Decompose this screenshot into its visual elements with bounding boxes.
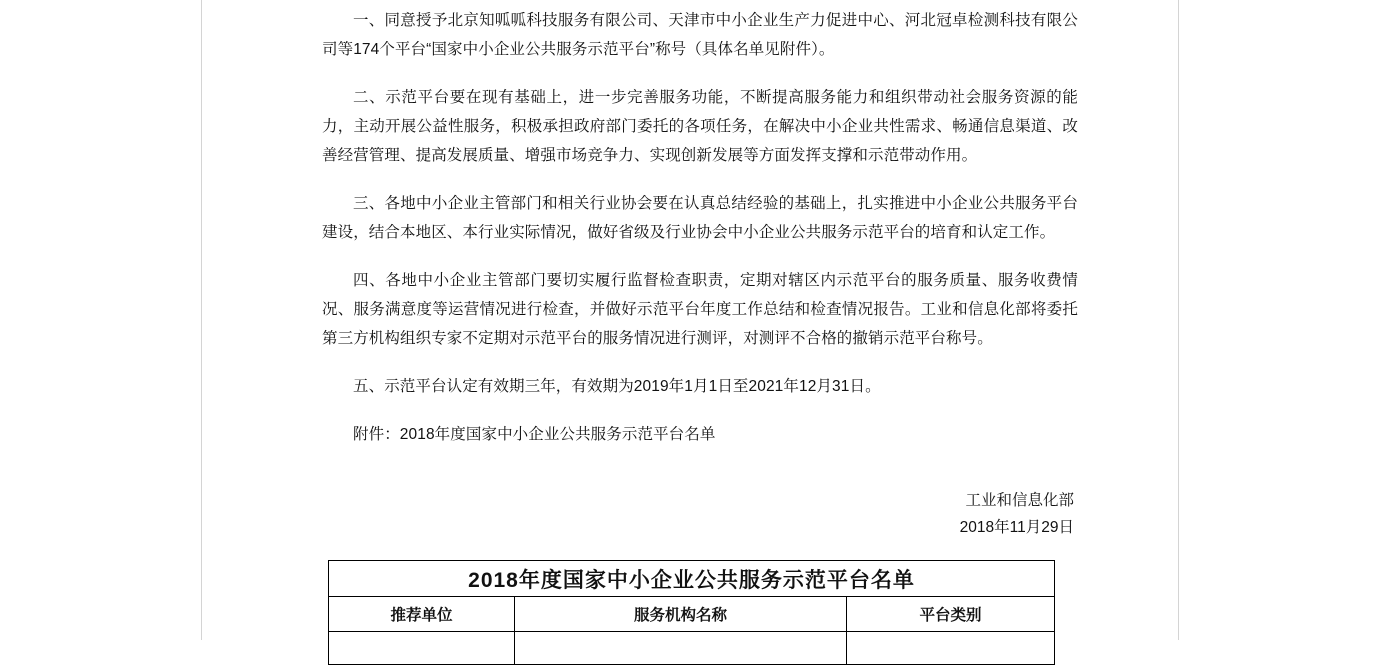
table-title: 2018年度国家中小企业公共服务示范平台名单 (329, 561, 1055, 597)
page-right-border (1178, 0, 1179, 640)
table-cell-category (847, 632, 1055, 665)
platform-list-table (328, 560, 1055, 665)
signature-block (322, 487, 1078, 541)
paragraph-2: 二、示范平台要在现有基础上，进一步完善服务功能，不断提高服务能力和组织带动社会服务资源的能力，主动开展公益性服务，积极承担政府部门委托的各项任务，在解决中小企业共性需求、畅通信息渠道、改善经营管理、提高发展质量、增强市场竞争力、实现创新发展等方面发挥支撑和示范带动作用。 (322, 89, 1078, 164)
platform-list-table-wrapper (328, 560, 1054, 665)
document-content (202, 0, 1178, 640)
table-title-row (329, 561, 1055, 597)
table-cell-organization (515, 632, 847, 665)
attachment-note: 附件：2018年度国家中小企业公共服务示范平台名单 (353, 426, 716, 443)
paragraph-5: 五、示范平台认定有效期三年，有效期为2019年1月1日至2021年12月31日。 (353, 378, 881, 395)
table-header-recommender: 推荐单位 (329, 597, 515, 632)
table-header-category: 平台类别 (847, 597, 1055, 632)
table-cell-recommender (329, 632, 515, 665)
table-row (329, 632, 1055, 665)
signature-issuer: 工业和信息化部 (965, 492, 1074, 509)
paragraph-1: 一、同意授予北京知呱呱科技服务有限公司、天津市中小企业生产力促进中心、河北冠卓检测科技有限公司等174个平台“国家中小企业公共服务示范平台”称号（具体名单见附件）。 (322, 12, 1078, 58)
paragraph-4: 四、各地中小企业主管部门要切实履行监督检查职责，定期对辖区内示范平台的服务质量、服务收费情况、服务满意度等运营情况进行检查，并做好示范平台年度工作总结和检查情况报告。工业和信息化部将委托第三方机构组织专家不定期对示范平台的服务情况进行测评，对测评不合格的撤销示范平台称号。 (322, 272, 1078, 347)
table-header-row (329, 597, 1055, 632)
document-body (322, 6, 1078, 449)
table-header-organization: 服务机构名称 (515, 597, 847, 632)
paragraph-3: 三、各地中小企业主管部门和相关行业协会要在认真总结经验的基础上，扎实推进中小企业公共服务平台建设，结合本地区、本行业实际情况，做好省级及行业协会中小企业公共服务示范平台的培育和认定工作。 (322, 195, 1078, 241)
signature-date: 2018年11月29日 (959, 519, 1074, 536)
